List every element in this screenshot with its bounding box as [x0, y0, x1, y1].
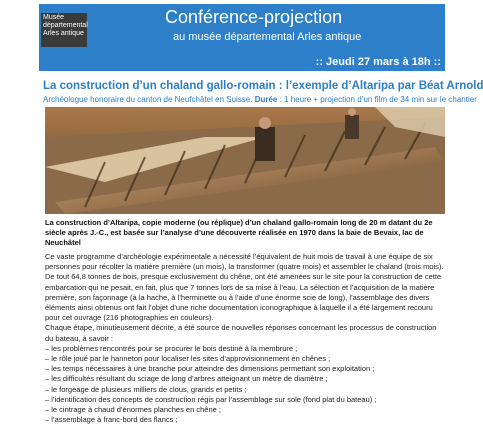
header-title: Conférence-projection — [165, 7, 343, 27]
header-subtitle: au musée départemental Arles antique — [173, 31, 362, 43]
subtitle-prefix: Archéologue honoraire du canton de Neufchâtel en Suisse. — [43, 95, 255, 104]
list-item: – le cintrage à chaud d’énormes planches en chêne ; — [45, 405, 221, 415]
event-date: :: Jeudi 27 mars à 18h :: — [315, 56, 441, 68]
list-item: – les problèmes rencontrés pour se procurer le bois destiné à la membrure ; — [45, 343, 298, 353]
list-item: – les temps nécessaires à une branche pour atteindre des dimensions permettant son exploitation ; — [45, 364, 375, 374]
logo-line-1: Musée — [43, 14, 65, 21]
paragraph-1: Ce vaste programme d’archéologie expérimentale a nécessité l’équivalent de huit mois de travail à une équipe de six personnes pour récolter la matière première (un mois), la transformer (quatre mois) et assembler le chaland (trois mois). De tout 64,8 tonnes de bois, presque exclusivement du chêne, ont été amenées sur le site pour la construction de cette embarcation qui ne pesait, en fait, plus que 7 tonnes lors de sa mise à l’eau. La sélection et l’acquisition de la matière première, son façonnage (à la hache, à l’herminette ou à l’aide d’une énorme scie de long), l’assemblage des divers éléments ainsi obtenus ont fait l’objet d’une riche documentation iconographique à laquelle il a été largement recouru pour cet ouvrage (216 photographies en couleurs). — [45, 252, 444, 323]
article-subtitle — [43, 95, 477, 104]
list-item: – le forgeage de plusieurs milliers de clous, grands et petits ; — [45, 384, 247, 394]
article-body — [45, 252, 445, 425]
paragraph-2: Chaque étape, minutieusement décrite, a été source de nouvelles réponses concernant les processus de construction du bateau, à savoir : — [45, 323, 437, 343]
article-lead: La construction d’Altaripa, copie moderne (ou réplique) d’un chaland gallo-romain long de 20 m datant du 2e siècle après J.-C., est basée sur l’analyse d’une découverte réalisée en 1970 dans la baie de Bevaix, lac de Neuchâtel — [45, 218, 433, 247]
subtitle-rest: : 1 heure + projection d’un film de 34 min sur le chantier — [277, 95, 477, 104]
museum-logo[interactable] — [41, 13, 87, 47]
subtitle-duration-label: Durée — [254, 95, 278, 104]
list-item: – l’assemblage à franc-bord des flancs ; — [45, 415, 178, 425]
list-item: – les difficultés résultant du sciage de long d’arbres atteignant un mètre de diamètre ; — [45, 374, 328, 384]
header-banner — [39, 4, 445, 71]
logo-line-3: Arles antique — [43, 30, 84, 37]
article-title: La construction d’un chaland gallo-romain : l’exemple d’Altaripa par Béat Arnold — [43, 80, 483, 92]
list-item: – l’identification des concepts de construction régis par l’assemblage sur sole (fond plat du bateau) ; — [45, 394, 377, 404]
boat-construction-photo-icon — [45, 107, 445, 214]
logo-line-2: départemental — [43, 22, 88, 29]
list-item: – le rôle joué par le hanneton pour localiser les sites d’approvisionnement en chênes ; — [45, 354, 331, 364]
